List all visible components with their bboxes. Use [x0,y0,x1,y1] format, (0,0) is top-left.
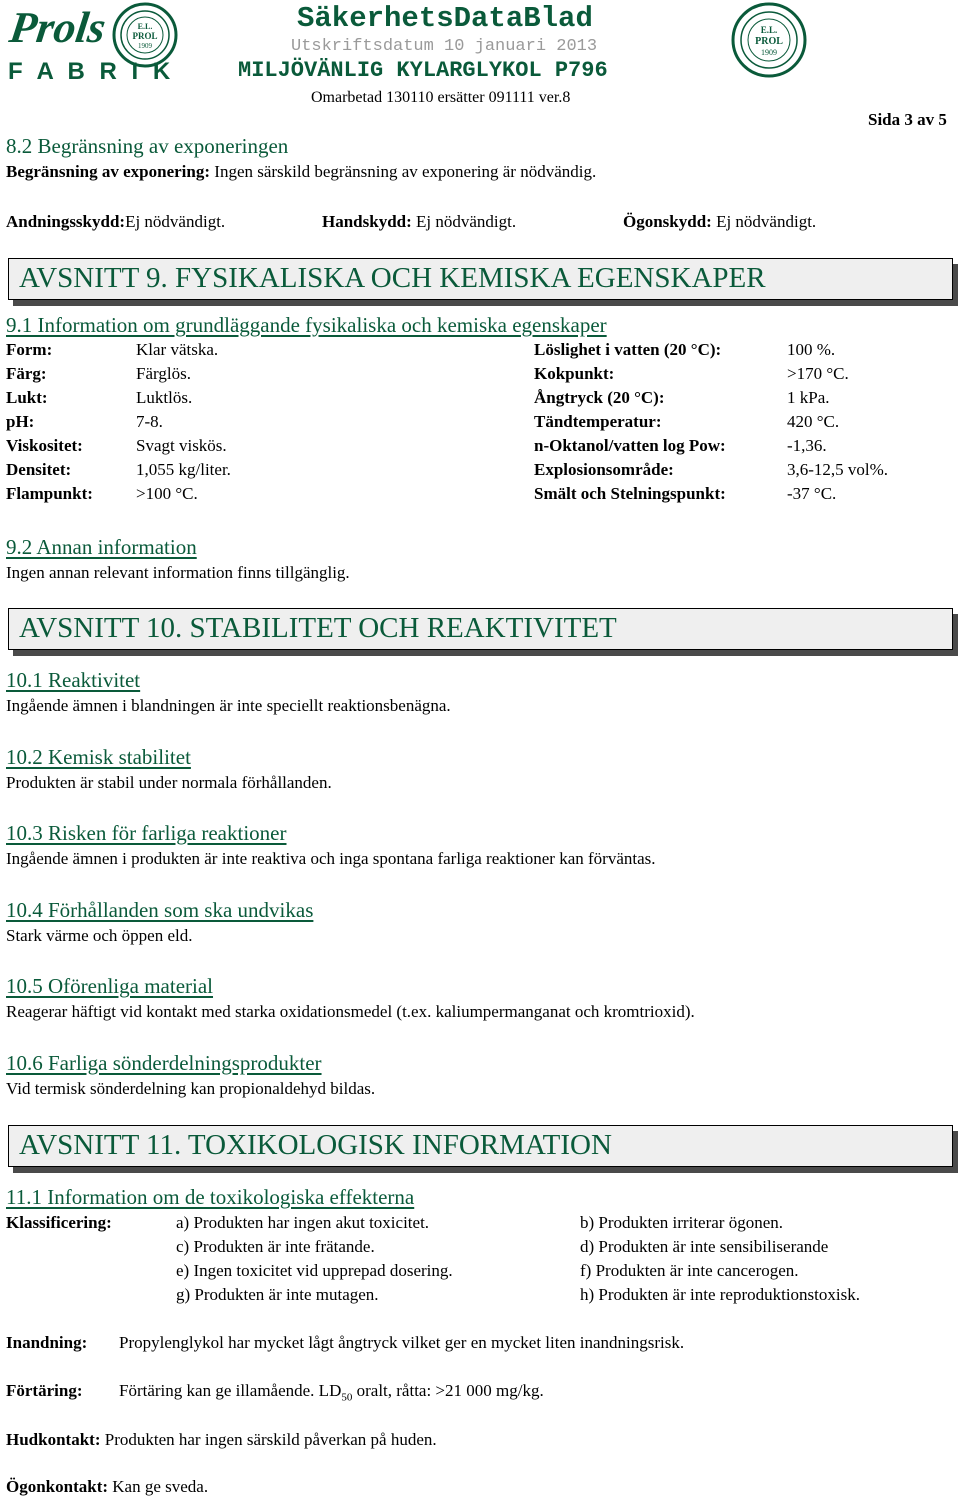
property-value: 1 kPa. [787,388,830,407]
gloves-label: Handskydd: [322,212,412,231]
product-name: MILJÖVÄNLIG KYLARGLYKOL P796 [238,58,608,83]
subsection-text: Ingående ämnen i produkten är inte reaktiva och inga spontana farliga reaktioner kan förväntas. [6,849,656,868]
eye-text: Kan ge sveda. [108,1477,209,1496]
subsection-heading: 10.3 Risken för farliga reaktioner [6,821,287,845]
subsection-heading: 10.1 Reaktivitet [6,668,141,692]
property-label: Tändtemperatur: [534,412,662,431]
section-9-header [8,258,953,300]
svg-text:E.L.: E.L. [760,25,778,35]
svg-text:PROL: PROL [755,36,783,47]
classification-item: g) Produkten är inte mutagen. [176,1285,379,1304]
property-value: Luktlös. [136,388,193,407]
gloves-value: Ej nödvändigt. [411,212,517,231]
hand-protection [322,212,516,232]
property-label: Lukt: [6,388,48,407]
property-value: 100 %. [787,340,836,359]
subsection-text: Stark värme och öppen eld. [6,925,193,945]
classification-item: a) Produkten har ingen akut toxicitet. [176,1213,430,1232]
section-10-header [8,608,953,650]
property-value: >170 °C. [787,364,849,383]
property-label: n-Oktanol/vatten log Pow: [534,436,726,455]
print-date: Utskriftsdatum 10 januari 2013 [291,37,598,56]
property-label: Densitet: [6,460,72,479]
subsection-text: Produkten är stabil under normala förhållanden. [6,772,332,792]
page-number: Sida 3 av 5 [868,110,947,129]
property-value: -1,36. [787,436,827,455]
inhalation-label: Inandning: [6,1333,88,1352]
brand-script: Prols [6,3,109,52]
property-label: Kokpunkt: [534,364,615,383]
section-9-title: AVSNITT 9. FYSIKALISKA OCH KEMISKA EGENSKAPER [19,262,766,294]
ingestion-label: Förtäring: [6,1381,83,1400]
breathing-label: Andningsskydd: [6,212,126,231]
property-label: Viskositet: [6,436,83,455]
classification-item: b) Produkten irriterar ögonen. [580,1213,783,1232]
exposure-line [6,162,596,182]
subsection-text: Vid termisk sönderdelning kan propionaldehyd bildas. [6,1078,376,1098]
svg-text:PROL: PROL [132,31,158,41]
eyes-label: Ögonskydd: [623,212,712,231]
heading-9-1: 9.1 Information om grundläggande fysikaliska och kemiska egenskaper [6,313,607,337]
property-value: 1,055 kg/liter. [136,460,231,479]
property-label: Smält och Stelningspunkt: [534,484,726,503]
subsection-text: Ingående ämnen i blandningen är inte speciellt reaktionsbenägna. [6,696,451,715]
classification-item: h) Produkten är inte reproduktionstoxisk. [580,1285,860,1304]
property-label: pH: [6,412,35,431]
svg-text:1909: 1909 [138,42,152,50]
ingestion-text-b: oralt, råtta: >21 000 mg/kg. [352,1381,544,1400]
property-value: 420 °C. [787,412,840,431]
svg-text:E.L.: E.L. [137,22,153,31]
company-seal-right [731,2,807,78]
property-label: Färg: [6,364,47,383]
section-10-title: AVSNITT 10. STABILITET OCH REAKTIVITET [19,612,617,644]
classification-item: c) Produkten är inte frätande. [176,1237,375,1256]
classification-item: e) Ingen toxicitet vid upprepad dosering. [176,1261,453,1280]
brand-fabrik: F A B R I K [8,58,175,85]
text-9-2: Ingen annan relevant information finns tillgänglig. [6,563,350,582]
classification-label: Klassificering: [6,1213,112,1232]
document-title: SäkerhetsDataBlad [297,2,593,35]
eye-label: Ögonkontakt: [6,1477,109,1496]
property-label: Explosionsområde: [534,460,674,479]
heading-8-2: 8.2 Begränsning av exponeringen [6,134,289,158]
property-label: Form: [6,340,53,359]
section-11-title: AVSNITT 11. TOXIKOLOGISK INFORMATION [19,1129,612,1161]
property-value: 3,6-12,5 vol%. [787,460,889,479]
ingestion-text-a: Förtäring kan ge illamående. LD [119,1381,342,1400]
skin-text: Produkten har ingen särskild påverkan på huden. [100,1430,437,1449]
subsection-heading: 10.6 Farliga sönderdelningsprodukter [6,1050,322,1075]
skin-contact [6,1430,437,1450]
skin-label: Hudkontakt: [6,1430,101,1449]
property-value: Svagt viskös. [136,436,227,455]
classification-item: d) Produkten är inte sensibiliserande [580,1237,829,1256]
property-value: -37 °C. [787,484,837,503]
eyes-value: Ej nödvändigt. [711,212,817,231]
ld-subscript: 50 [341,1391,353,1404]
property-value: Färglös. [136,364,191,383]
ingestion-text [119,1381,544,1403]
property-label: Löslighet i vatten (20 °C): [534,340,722,359]
property-value: >100 °C. [136,484,198,503]
inhalation-text: Propylenglykol har mycket lågt ångtryck vilket ger en mycket liten inandningsrisk. [119,1333,685,1352]
subsection-heading: 10.2 Kemisk stabilitet [6,744,191,769]
company-seal-left [112,2,178,68]
property-label: Flampunkt: [6,484,93,503]
property-label: Ångtryck (20 °C): [534,388,665,407]
subsection-heading: 10.5 Oförenliga material [6,974,214,998]
revision-info: Omarbetad 130110 ersätter 091111 ver.8 [311,89,571,106]
breathing-value: Ej nödvändigt. [125,212,226,231]
subsection-heading: 10.4 Förhållanden som ska undvikas [6,897,314,922]
exposure-value: Ingen särskild begränsning av exponering är nödvändig. [210,162,597,181]
property-value: Klar vätska. [136,340,219,359]
eye-protection [623,212,816,232]
property-value: 7-8. [136,412,163,431]
breathing-protection [6,212,225,232]
svg-text:1909: 1909 [761,48,777,57]
section-11-header [8,1125,953,1167]
eye-contact [6,1477,208,1497]
classification-item: f) Produkten är inte cancerogen. [580,1261,799,1280]
subsection-text: Reagerar häftigt vid kontakt med starka oxidationsmedel (t.ex. kaliumpermanganat och kromtrioxid). [6,1002,695,1021]
exposure-label: Begränsning av exponering: [6,162,211,181]
heading-9-2: 9.2 Annan information [6,535,197,559]
heading-11-1: 11.1 Information om de toxikologiska effekterna [6,1185,415,1209]
